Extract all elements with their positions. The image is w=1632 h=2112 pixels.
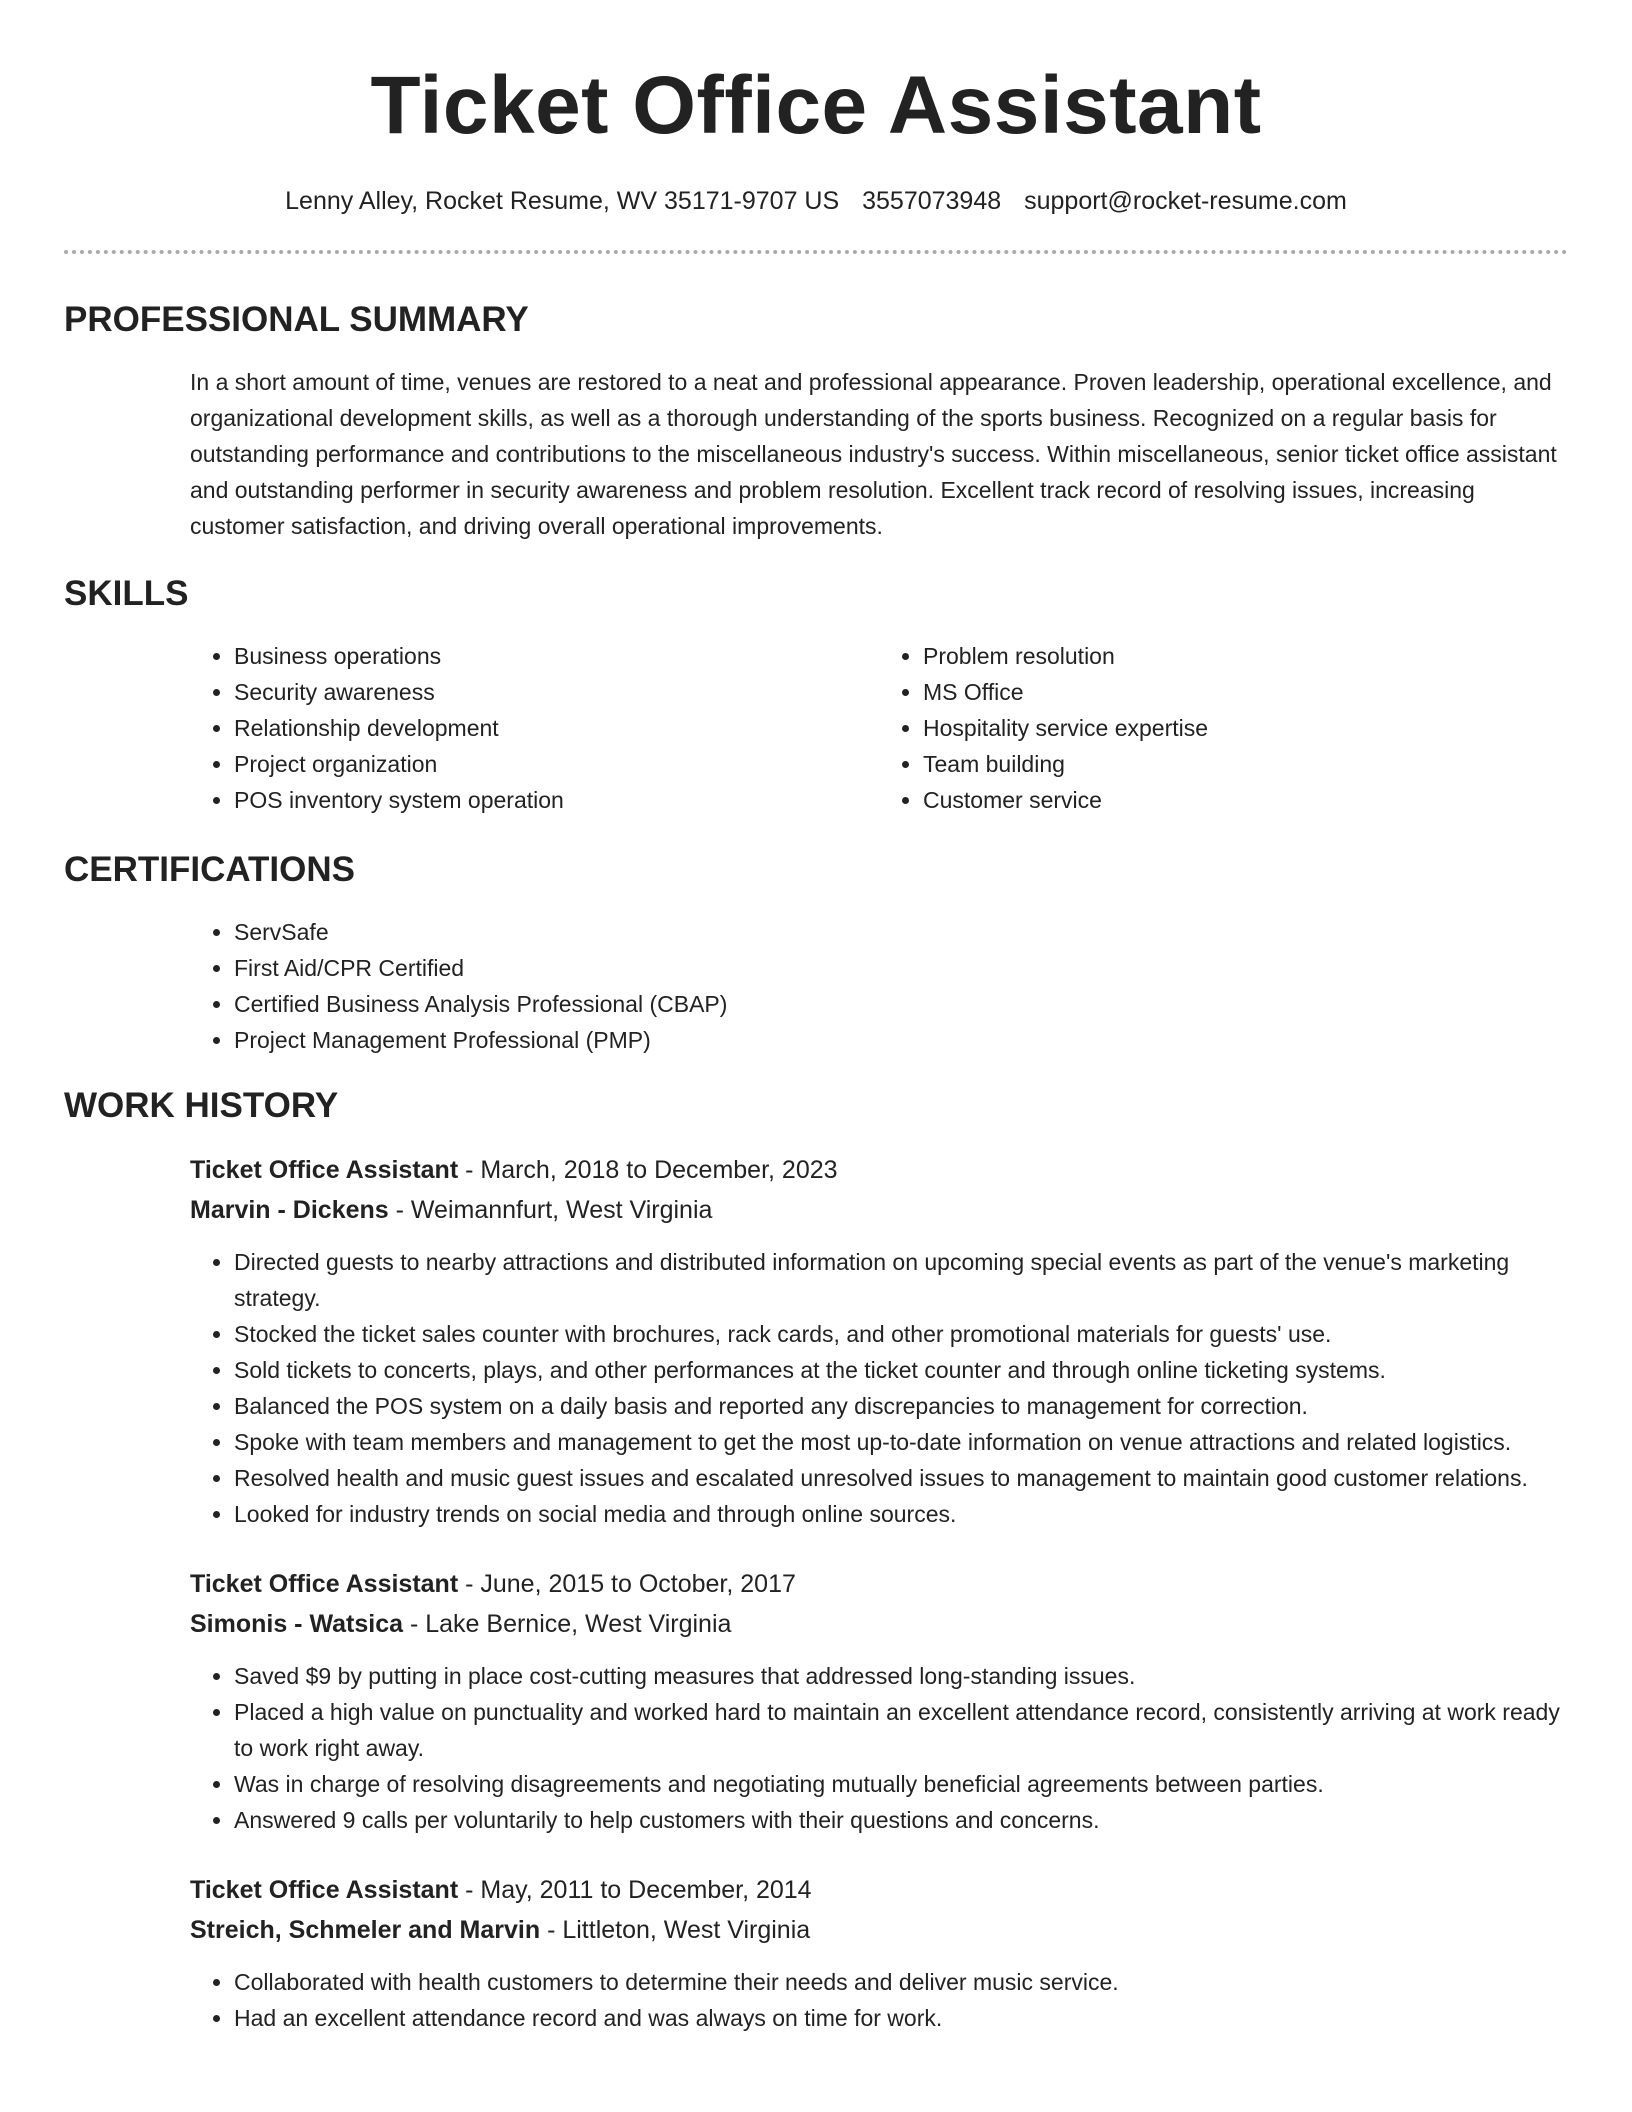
contact-address: Lenny Alley, Rocket Resume, WV 35171-9707 US [285, 187, 840, 215]
job-location: - Lake Bernice, West Virginia [403, 1610, 732, 1638]
job-bullet: • Resolved health and music guest issues and escalated unresolved issues to management to maintain good customer relations. [234, 1460, 1568, 1496]
skill-item: • MS Office [923, 674, 1568, 710]
skills-heading: SKILLS [64, 574, 189, 613]
job-entry [190, 1150, 1568, 1532]
job-dates: - May, 2011 to December, 2014 [458, 1876, 812, 1904]
job-title: Ticket Office Assistant [190, 1156, 459, 1184]
certification-item: • ServSafe [234, 914, 1568, 950]
job-bullet: • Balanced the POS system on a daily basis and reported any discrepancies to management for correction. [234, 1388, 1568, 1424]
resume-title: Ticket Office Assistant [370, 60, 1262, 151]
certification-item: • Project Management Professional (PMP) [234, 1022, 1568, 1058]
job-bullets [190, 1244, 1568, 1532]
job-bullet: • Answered 9 calls per voluntarily to help customers with their questions and concerns. [234, 1802, 1568, 1838]
job-bullet: • Sold tickets to concerts, plays, and other performances at the ticket counter and through online ticketing systems. [234, 1352, 1568, 1388]
resume-page [64, 0, 1568, 2036]
certifications-list [190, 914, 1568, 1058]
skills-list [190, 638, 1568, 818]
job-title-line [190, 1150, 1568, 1190]
summary-heading: PROFESSIONAL SUMMARY [64, 300, 529, 339]
certifications-bullets [190, 914, 1568, 1058]
job-bullet: • Looked for industry trends on social media and through online sources. [234, 1496, 1568, 1532]
job-bullet: • Stocked the ticket sales counter with brochures, rack cards, and other promotional materials for guests' use. [234, 1316, 1568, 1352]
job-company-line [190, 1604, 1568, 1644]
skill-item: • Relationship development [234, 710, 879, 746]
job-bullet: • Was in charge of resolving disagreements and negotiating mutually beneficial agreements between parties. [234, 1766, 1568, 1802]
job-bullet: • Directed guests to nearby attractions and distributed information on upcoming special events as part of the venue's marketing strategy. [234, 1244, 1568, 1316]
job-bullet: • Saved $9 by putting in place cost-cutting measures that addressed long-standing issues. [234, 1658, 1568, 1694]
job-company: Streich, Schmeler and Marvin [190, 1916, 541, 1944]
skill-item: • Problem resolution [923, 638, 1568, 674]
job-bullet: • Placed a high value on punctuality and worked hard to maintain an excellent attendance record, consistently arriving at work ready to work right away. [234, 1694, 1568, 1766]
job-bullets [190, 1964, 1568, 2036]
skill-item: • Project organization [234, 746, 879, 782]
certification-item: • First Aid/CPR Certified [234, 950, 1568, 986]
job-dates: - March, 2018 to December, 2023 [458, 1156, 838, 1184]
job-company-line [190, 1910, 1568, 1950]
job-location: - Littleton, West Virginia [540, 1916, 811, 1944]
summary-text: In a short amount of time, venues are restored to a neat and professional appearance. Proven leadership, operational excellence, and organizational development skills, as well as a thorough understanding of the sports business. Recognized on a regular basis for outstanding performance and contributions to the miscellaneous industry's success. Within miscellaneous, senior ticket office assistant and outstanding performer in security awareness and problem resolution. Excellent track record of resolving issues, increasing customer satisfaction, and driving overall operational improvements. [190, 369, 1557, 539]
skill-item: • POS inventory system operation [234, 782, 879, 818]
skill-item: • Security awareness [234, 674, 879, 710]
certification-item: • Certified Business Analysis Professional (CBAP) [234, 986, 1568, 1022]
job-dates: - June, 2015 to October, 2017 [458, 1570, 796, 1598]
contact-line [64, 184, 1568, 218]
contact-email: support@rocket-resume.com [1024, 187, 1347, 215]
job-location: - Weimannfurt, West Virginia [388, 1196, 713, 1224]
job-company: Simonis - Watsica [190, 1610, 404, 1638]
skills-column-left [190, 638, 879, 818]
job-bullet: • Spoke with team members and management to get the most up-to-date information on venue attractions and related logistics. [234, 1424, 1568, 1460]
skill-item: • Hospitality service expertise [923, 710, 1568, 746]
job-title-line [190, 1564, 1568, 1604]
job-company-line [190, 1190, 1568, 1230]
contact-phone: 3557073948 [862, 187, 1002, 215]
job-title: Ticket Office Assistant [190, 1876, 459, 1904]
job-entry [190, 1564, 1568, 1838]
work-history-heading: WORK HISTORY [64, 1086, 339, 1125]
skills-column-right [879, 638, 1568, 818]
job-entry [190, 1870, 1568, 2036]
certifications-heading: CERTIFICATIONS [64, 850, 356, 889]
skill-item: • Customer service [923, 782, 1568, 818]
job-bullet: • Collaborated with health customers to determine their needs and deliver music service. [234, 1964, 1568, 2000]
job-bullets [190, 1658, 1568, 1838]
job-title: Ticket Office Assistant [190, 1570, 459, 1598]
header-divider [64, 250, 1568, 254]
skill-item: • Team building [923, 746, 1568, 782]
job-title-line [190, 1870, 1568, 1910]
skill-item: • Business operations [234, 638, 879, 674]
job-company: Marvin - Dickens [190, 1196, 389, 1224]
job-bullet: • Had an excellent attendance record and was always on time for work. [234, 2000, 1568, 2036]
